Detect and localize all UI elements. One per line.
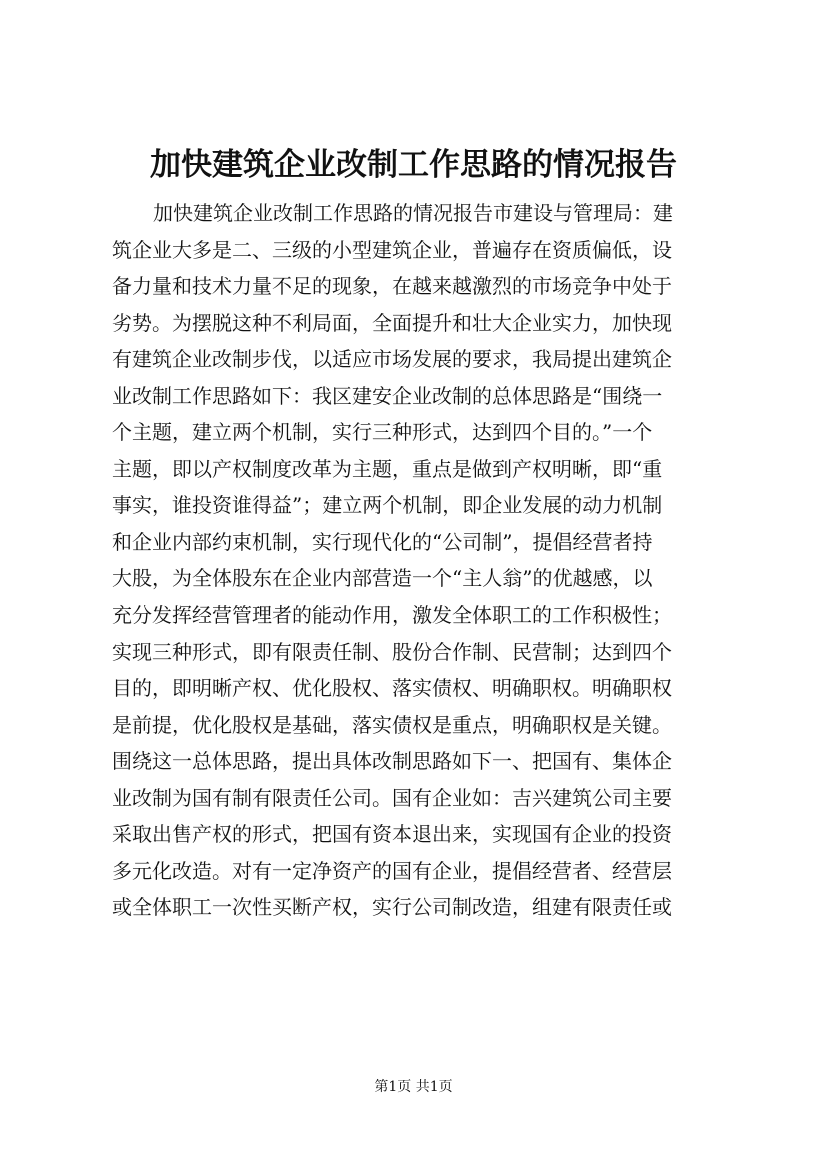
body-line: 实现三种形式，即有限责任制、股份合作制、民营制；达到四个 (112, 639, 672, 664)
body-line: 劣势。为摆脱这种不利局面，全面提升和壮大企业实力，加快现 (112, 310, 672, 335)
body-line: 围绕这一总体思路，提出具体改制思路如下一、把国有、集体企 (112, 749, 672, 774)
body-line: 业改制工作思路如下：我区建安企业改制的总体思路是“围绕一 (112, 383, 663, 408)
body-line: 充分发挥经营管理者的能动作用，激发全体职工的工作积极性； (112, 603, 672, 628)
body-line: 主题，即以产权制度改革为主题，重点是做到产权明晰，即“重 (112, 456, 663, 481)
body-line: 目的，即明晰产权、优化股权、落实债权、明确职权。明确职权 (112, 676, 672, 701)
body-line: 采取出售产权的形式，把国有资本退出来，实现国有企业的投资 (112, 822, 672, 847)
page-footer: 第1页 共1页 (374, 1079, 453, 1095)
body-line: 多元化改造。对有一定净资产的国有企业，提倡经营者、经营层 (112, 858, 672, 883)
document-title: 加快建筑企业改制工作思路的情况报告 (150, 147, 677, 183)
body-line: 是前提，优化股权是基础，落实债权是重点，明确职权是关键。 (112, 712, 672, 737)
body-line: 或全体职工一次性买断产权，实行公司制改造，组建有限责任或 (112, 895, 672, 920)
body-line: 备力量和技术力量不足的现象，在越来越激烈的市场竞争中处于 (112, 274, 672, 299)
body-line: 大股，为全体股东在企业内部营造一个“主人翁”的优越感，以 (112, 566, 653, 591)
body-line: 个主题，建立两个机制，实行三种形式，达到四个目的。”一个 (112, 420, 653, 445)
body-line: 和企业内部约束机制，实行现代化的“公司制”，提倡经营者持 (112, 529, 653, 554)
body-line: 筑企业大多是二、三级的小型建筑企业，普遍存在资质偏低，设 (112, 237, 672, 262)
body-line: 事实，谁投资谁得益”；建立两个机制，即企业发展的动力机制 (112, 493, 663, 518)
body-line: 加快建筑企业改制工作思路的情况报告市建设与管理局：建 (153, 201, 673, 225)
body-line: 有建筑企业改制步伐，以适应市场发展的要求，我局提出建筑企 (112, 347, 672, 372)
document-body (112, 195, 742, 926)
body-line: 业改制为国有制有限责任公司。国有企业如：吉兴建筑公司主要 (112, 785, 672, 810)
